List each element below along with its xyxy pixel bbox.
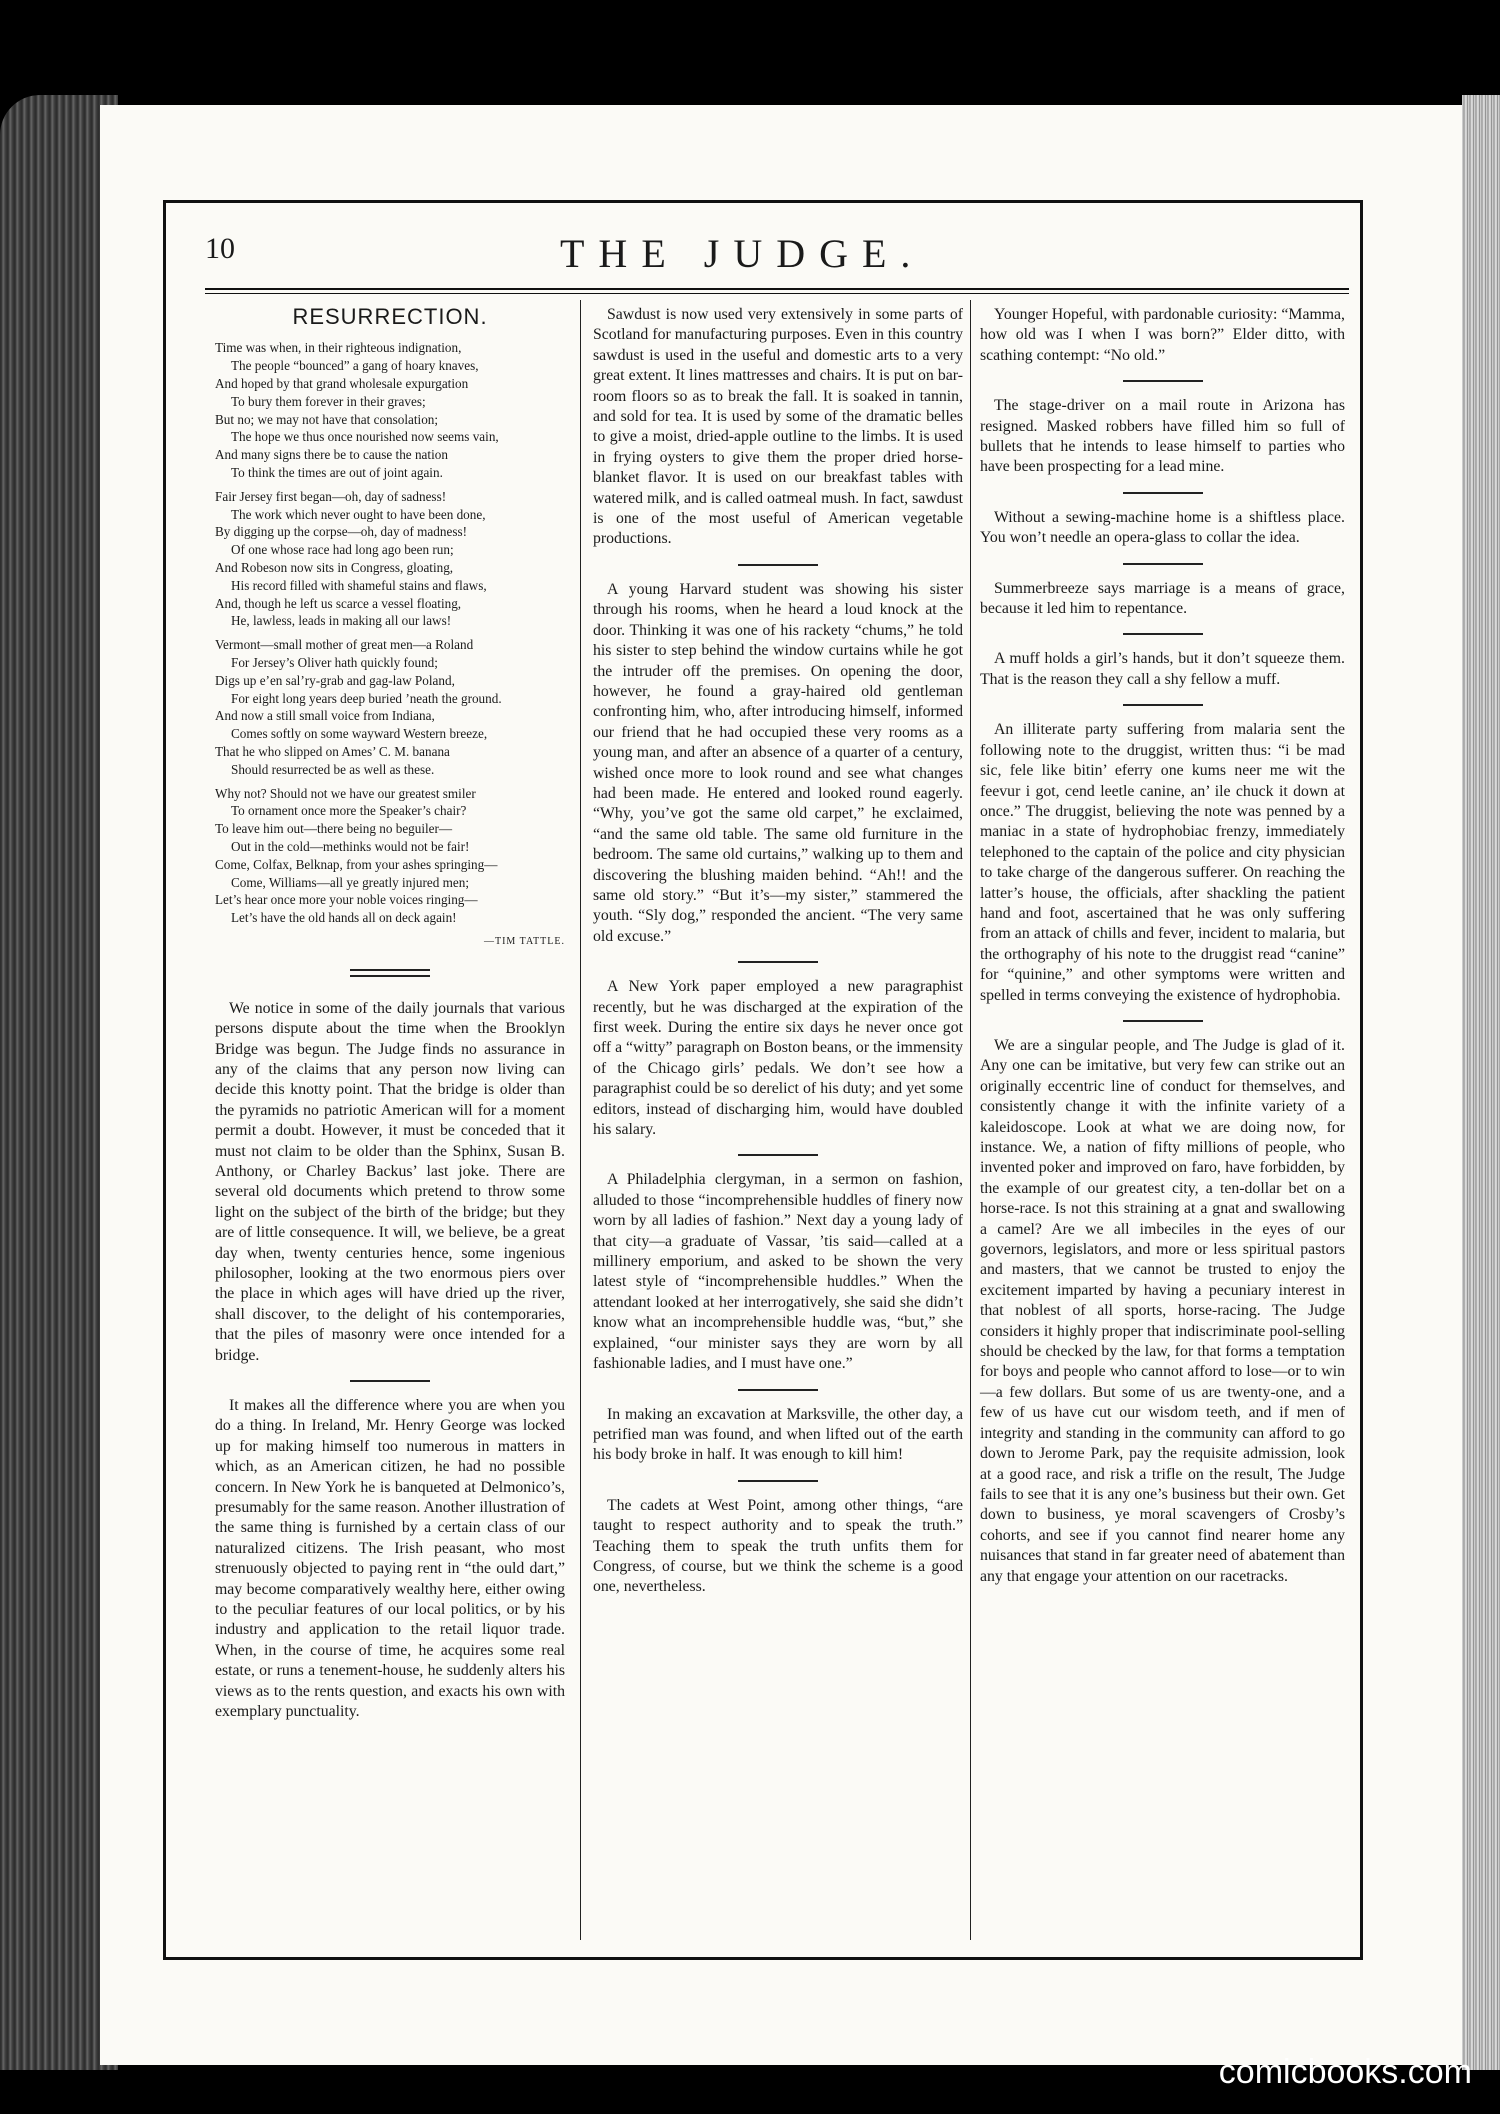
poem-line: He, lawless, leads in making all our laws! bbox=[231, 613, 452, 629]
page-number: 10 bbox=[205, 232, 235, 265]
poem-line: By digging up the corpse—oh, day of madness! bbox=[215, 524, 467, 540]
poem-stanza bbox=[215, 785, 565, 927]
section-divider bbox=[738, 961, 818, 963]
section-divider bbox=[1123, 704, 1203, 706]
section-divider bbox=[1123, 563, 1203, 565]
poem-line: To leave him out—there being no beguiler— bbox=[215, 821, 453, 837]
section-divider bbox=[738, 564, 818, 566]
poem-line: The hope we thus once nourished now seems vain, bbox=[231, 429, 499, 445]
poem-line: Out in the cold—methinks would not be fair! bbox=[231, 838, 470, 854]
poem-line: And hoped by that grand wholesale expurgation bbox=[215, 376, 469, 391]
poem-line: Let’s hear once more your noble voices ringing— bbox=[215, 892, 478, 908]
poem-line: To bury them forever in their graves; bbox=[231, 393, 426, 409]
poem-line: And many signs there be to cause the nation bbox=[215, 447, 448, 463]
section-divider bbox=[738, 1389, 818, 1391]
poem bbox=[215, 339, 565, 950]
section-divider bbox=[1123, 1020, 1203, 1022]
poem-title: RESURRECTION. bbox=[292, 304, 488, 329]
poem-line: Come, Williams—all ye greatly injured men; bbox=[231, 874, 470, 890]
section-divider bbox=[1123, 633, 1203, 635]
section-divider bbox=[350, 1380, 430, 1382]
column-divider bbox=[580, 300, 581, 1940]
poem-stanza bbox=[215, 488, 565, 630]
poem-line: And now a still small voice from Indiana, bbox=[215, 708, 435, 724]
header-rule bbox=[205, 288, 1349, 294]
poem-line: And, though he left us scarce a vessel floating, bbox=[215, 595, 462, 611]
poem-line: To think the times are out of joint again. bbox=[231, 464, 443, 480]
poem-signature: —TIM TATTLE. bbox=[483, 935, 565, 947]
site-watermark: comicbooks.com bbox=[1218, 2053, 1472, 2091]
poem-stanza bbox=[215, 339, 565, 481]
poem-line: That he who slipped on Ames’ C. M. banana bbox=[215, 743, 450, 759]
poem-line: Should resurrected be as well as these. bbox=[231, 761, 435, 777]
article-paragraph: We are a singular people, and The Judge is glad of it. Any one can be imitative, but very few can strike out an originally eccentric line of conduct for themselves, and consistently change it with the infinite variety of a kaleidoscope. Look at what we are doing now, for instance. We, a nation of fifty millions of people, who invented poker and improved on faro, have forbidden, by the example of our greatest city, a ten-dollar bet on a horse-race. Is not this straining at a gnat and swallowing a camel? Are we all imbeciles in the eyes of our governors, legislators, and more or less spiritual pastors and masters, that we cannot be trusted to enjoy the excitement imparted by having a pecuniary interest in that noblest of all sports, horse-racing. The Judge considers it highly proper that indiscriminate pool-selling should be checked by the law, for that forms a temptation for boys and people who cannot afford to lose—or to win—a few dollars. But some of us are twenty-one, and a few of us have cut our wisdom teeth, and if men of integrity and standing in the community can afford to go down to Jerome Park, pay the requisite admission, look at a good race, and risk a trifle on the result, The Judge fails to see that it is any one’s business but their own. Get down to business, ye moral scavengers of Crosby’s cohorts, and see if you cannot find nearer home any nuisances that stand in far greater need of abatement than any that engage your attention on our racetracks. bbox=[980, 1036, 1345, 1585]
section-divider bbox=[738, 1154, 818, 1156]
poem-line: Come, Colfax, Belknap, from your ashes springing— bbox=[215, 856, 498, 872]
article-paragraph: A young Harvard student was showing his sister through his rooms, when he heard a loud knock at the door. Thinking it was one of his rackety “chums,” he told his sister to step behind the window curtains while he got the intruder off the premises. On opening the door, however, he found a gray-haired old gentleman confronting him, who, after introducing himself, informed our friend that he had occupied these very rooms as a young man, and after an absence of a quarter of a century, wished once more to look round and see what changes had been made. He entered and looked round eagerly. “Why, you’ve got the same old carpet,” he exclaimed, “and the same old table. The same old furniture in the bedroom. The same old curtains,” walking up to them and discovering the blushing maiden behind. “Ah!! and the same old story.” “But it’s—my sister,” stammered the youth. “Sly dog,” responded the ancient. “The very same old excuse.” bbox=[593, 580, 963, 945]
article-paragraph: Without a sewing-machine home is a shiftless place. You won’t needle an opera-glass to collar the idea. bbox=[980, 508, 1345, 547]
poem-line: Digs up e’en sal’ry-grab and gag-law Poland, bbox=[215, 672, 455, 688]
section-divider bbox=[1123, 380, 1203, 382]
section-divider bbox=[1123, 492, 1203, 494]
poem-stanza bbox=[215, 636, 565, 778]
article-paragraph: It makes all the difference where you are when you do a thing. In Ireland, Mr. Henry George was locked up for making himself too numerous in matters in which, as an American citizen, he had no possible concern. In New York he is banqueted at Delmonico’s, presumably for the same reason. Another illustration of the same thing is furnished by a certain class of our naturalized citizens. The Irish peasant, who most strenuously objected to paying rent in “the ould dart,” may become comparatively wealthy here, either owing to the peculiar features of our local politics, or by his industry and application to the retail liquor trade. When, in the course of time, he acquires some real estate, or runs a tenement-house, he suddenly alters his views as to the rents question, and exacts his own with exemplary punctuality. bbox=[215, 1397, 565, 1721]
poem-line: Vermont—small mother of great men—a Roland bbox=[215, 637, 474, 653]
column-1 bbox=[215, 305, 565, 1723]
poem-line: The people “bounced” a gang of hoary knaves, bbox=[231, 358, 479, 374]
article-paragraph: Summerbreeze says marriage is a means of grace, because it led him to repentance. bbox=[980, 579, 1345, 618]
poem-line: Of one whose race had long ago been run; bbox=[231, 542, 454, 558]
article-paragraph: A Philadelphia clergyman, in a sermon on fashion, alluded to those “incomprehensible huddles of finery now worn by all ladies of fashion.” Next day a young lady of that city—a graduate of Vassar, ’tis said—called at a millinery emporium, and asked to be shown the very latest style of “incomprehensible huddles.” When the attendant looked at her interrogatively, she said she didn’t know what an incomprehensible huddle was, “but,” she explained, “our minister says they are worn by all fashionable ladies, and I must have one.” bbox=[593, 1171, 963, 1373]
section-divider bbox=[350, 969, 430, 977]
poem-line: Fair Jersey first began—oh, day of sadness! bbox=[215, 488, 447, 504]
article-paragraph: We notice in some of the daily journals that various persons dispute about the time when the Brooklyn Bridge was begun. The Judge finds no assurance in any of the claims that any person now living can decide this knotty point. That the bridge is older than the pyramids no patriotic American will for a moment permit a doubt. However, it must be conceded that it must not claim to be older than the Sphinx, Susan B. Anthony, or Charley Backus’ last joke. There are several old documents which pretend to throw some light on the subject of the birth of the bridge; but they are of little consequence. It will, we believe, be a great day when, twenty centuries hence, some ingenious philosopher, looking at the two enormous piers over the place in which ages will have dried up the river, shall discover, to the delight of his contemporaries, that the piles of masonry were once intended for a bridge. bbox=[215, 999, 565, 1364]
column-divider bbox=[970, 300, 971, 1940]
article-paragraph: An illiterate party suffering from malaria sent the following note to the druggist, written thus: “i be mad sic, fele like bitin’ eferry one kums neer me wit the feevur i got, cend leetle canine, an’ ile chuck it down at once.” The druggist, believing the note was penned by a maniac in a state of hydrophobiac frenzy, immediately telephoned to the captain of the police and city physician to take charge of the dangerous sufferer. On reaching the latter’s house, the officials, after shackling the patient hand and foot, ascertained that he was only suffering from an attack of chills and fever, incident to malaria, but the orthography of his note to the druggist read “canine” for “quinine,” and other symptoms were written and spelled in terms conveying the existence of hydrophobia. bbox=[980, 721, 1345, 1004]
poem-line: For eight long years deep buried ’neath the ground. bbox=[231, 690, 502, 706]
poem-line: Let’s have the old hands all on deck again! bbox=[231, 910, 457, 926]
article-paragraph: The cadets at West Point, among other things, “are taught to respect authority and to speak the truth.” Teaching them to speak the truth unfits them for Congress, of course, but we think the scheme is a good one, nevertheless. bbox=[593, 1496, 963, 1596]
poem-line: His record filled with shameful stains and flaws, bbox=[231, 577, 487, 593]
poem-line: To ornament once more the Speaker’s chair? bbox=[231, 803, 467, 819]
page-stack-edge bbox=[1462, 95, 1500, 2070]
poem-line: Comes softly on some wayward Western breeze, bbox=[231, 726, 488, 742]
article-paragraph: Sawdust is now used very extensively in some parts of Scotland for manufacturing purposes. Even in this country sawdust is used in the useful and domestic arts to a very great extent. It lines mattresses and chairs. It is put on bar-room floors so as to break the fall. It is soaked in tannin, and sold for tea. It is used by some of the dramatic belles to give a moist, dried-apple outline to the limbs. It is used in frying oysters to give them the proper dried horse-blanket flavor. It is used on our breakfast tables with watered milk, and is called oatmeal mush. In fact, sawdust is one of the most useful of American vegetable productions. bbox=[593, 306, 963, 548]
article-paragraph: A New York paper employed a new paragraphist recently, but he was discharged at the expiration of the first week. During the entire six days he never once got off a “witty” paragraph on Boston beans, or the immensity of the Chicago girls’ pedals. We don’t see how a paragraphist could be so derelict of his duty; and yet some editors, instead of discharging him, would have doubled his salary. bbox=[593, 978, 963, 1139]
column-3 bbox=[980, 305, 1345, 1587]
poem-line: For Jersey’s Oliver hath quickly found; bbox=[231, 654, 438, 670]
column-2 bbox=[593, 305, 963, 1598]
poem-line: The work which never ought to have been done, bbox=[231, 506, 486, 522]
poem-line: But no; we may not have that consolation; bbox=[215, 411, 439, 427]
article-paragraph: The stage-driver on a mail route in Arizona has resigned. Masked robbers have filled him so full of bullets that he intends to lease himself to parties who have been prospecting for a lead mine. bbox=[980, 397, 1345, 476]
article-paragraph: Younger Hopeful, with pardonable curiosity: “Mamma, how old was I when I was born?” Elder ditto, with scathing contempt: “No old.” bbox=[980, 306, 1345, 364]
poem-line: And Robeson now sits in Congress, gloating, bbox=[215, 559, 454, 575]
poem-line: Time was when, in their righteous indignation, bbox=[215, 340, 462, 356]
poem-line: Why not? Should not we have our greatest smiler bbox=[215, 785, 476, 801]
masthead-title: THE JUDGE. bbox=[560, 231, 925, 276]
section-divider bbox=[738, 1480, 818, 1482]
article-paragraph: In making an excavation at Marksville, the other day, a petrified man was found, and when lifted out of the earth his body broke in half. It was enough to kill him! bbox=[593, 1405, 963, 1464]
article-paragraph: A muff holds a girl’s hands, but it don’t squeeze them. That is the reason they call a shy fellow a muff. bbox=[980, 650, 1345, 688]
